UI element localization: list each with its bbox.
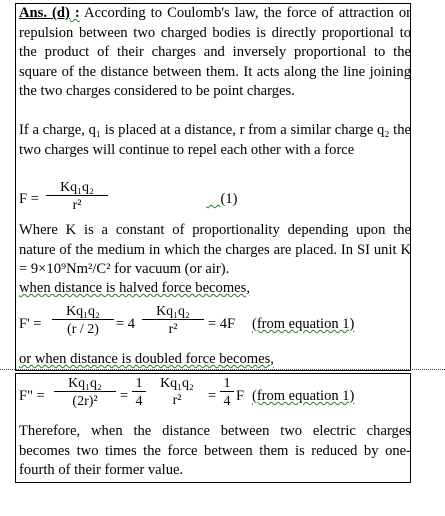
eq3-fraction-1: $\frac{\text{Kq₁q₂}}{\text{(2r)²}}$ xyxy=(54,376,116,409)
eq1-fraction xyxy=(46,180,108,213)
eq3-note: (from equation 1) xyxy=(252,388,355,404)
doubled-line: or when distance is doubled force becomes, xyxy=(19,351,274,367)
charge-paragraph: If a charge, q₁ is placed at a distance, r from a similar charge q₂ the two charges will continue to repel each other with a force xyxy=(19,122,411,158)
conclusion-paragraph: Therefore, when the distance between two electric charges becomes two times the force between them is reduced by one-fourth of their former value. xyxy=(19,423,411,478)
eq1-numerator: Kq₁q₂ xyxy=(46,180,108,196)
eq2-rhs: = 4F xyxy=(208,316,236,332)
page-break-divider xyxy=(0,369,445,370)
eq2-fraction-2: $\frac{\text{Kq₁q₂}}{\text{r²}}$ xyxy=(142,304,204,337)
constant-paragraph: Where K is a constant of proportionality depending upon the nature of the medium in which the charges are placed. In SI unit K = 9×10⁹Nm²/C² for vacuum (or air). xyxy=(19,222,411,277)
eq1-tag: (1) xyxy=(220,191,238,207)
answer-box-bottom xyxy=(15,373,411,483)
eq2-lhs: F' = xyxy=(19,316,42,332)
eq3-rhs: F xyxy=(236,388,245,404)
intro-paragraph xyxy=(19,4,411,102)
eq2-mid: = 4 xyxy=(116,316,136,332)
intro-text: According to Coulomb's law, the force of attraction or repulsion between two charged bodies is directly proportional to the product of their charges and inversely proportional to the square of the distance between them. It acts along the line joining the two charges considered to be point charges. xyxy=(19,5,412,99)
answer-box-top xyxy=(15,3,411,371)
eq3-fraction-4: $\frac{1}{4}$ xyxy=(220,376,234,409)
eq3-lhs: F" = xyxy=(19,388,45,404)
eq1-lhs: F = xyxy=(19,191,39,207)
halved-line: when distance is halved force becomes, xyxy=(19,280,250,296)
eq3-eq-a: = xyxy=(120,388,129,404)
eq1-denominator: r² xyxy=(72,198,82,213)
eq3-fraction-3: Kq₁q₂ r² xyxy=(160,376,194,408)
eq2-note: (from equation 1) xyxy=(252,316,355,332)
eq2-fraction-1: $\frac{\text{Kq₁q₂}}{(r / 2)}$ xyxy=(52,304,114,337)
eq3-eq-b: = xyxy=(208,388,217,404)
answer-label: Ans. (d) : xyxy=(19,5,80,21)
eq3-fraction-2: $\frac{1}{4}$ xyxy=(132,376,146,409)
